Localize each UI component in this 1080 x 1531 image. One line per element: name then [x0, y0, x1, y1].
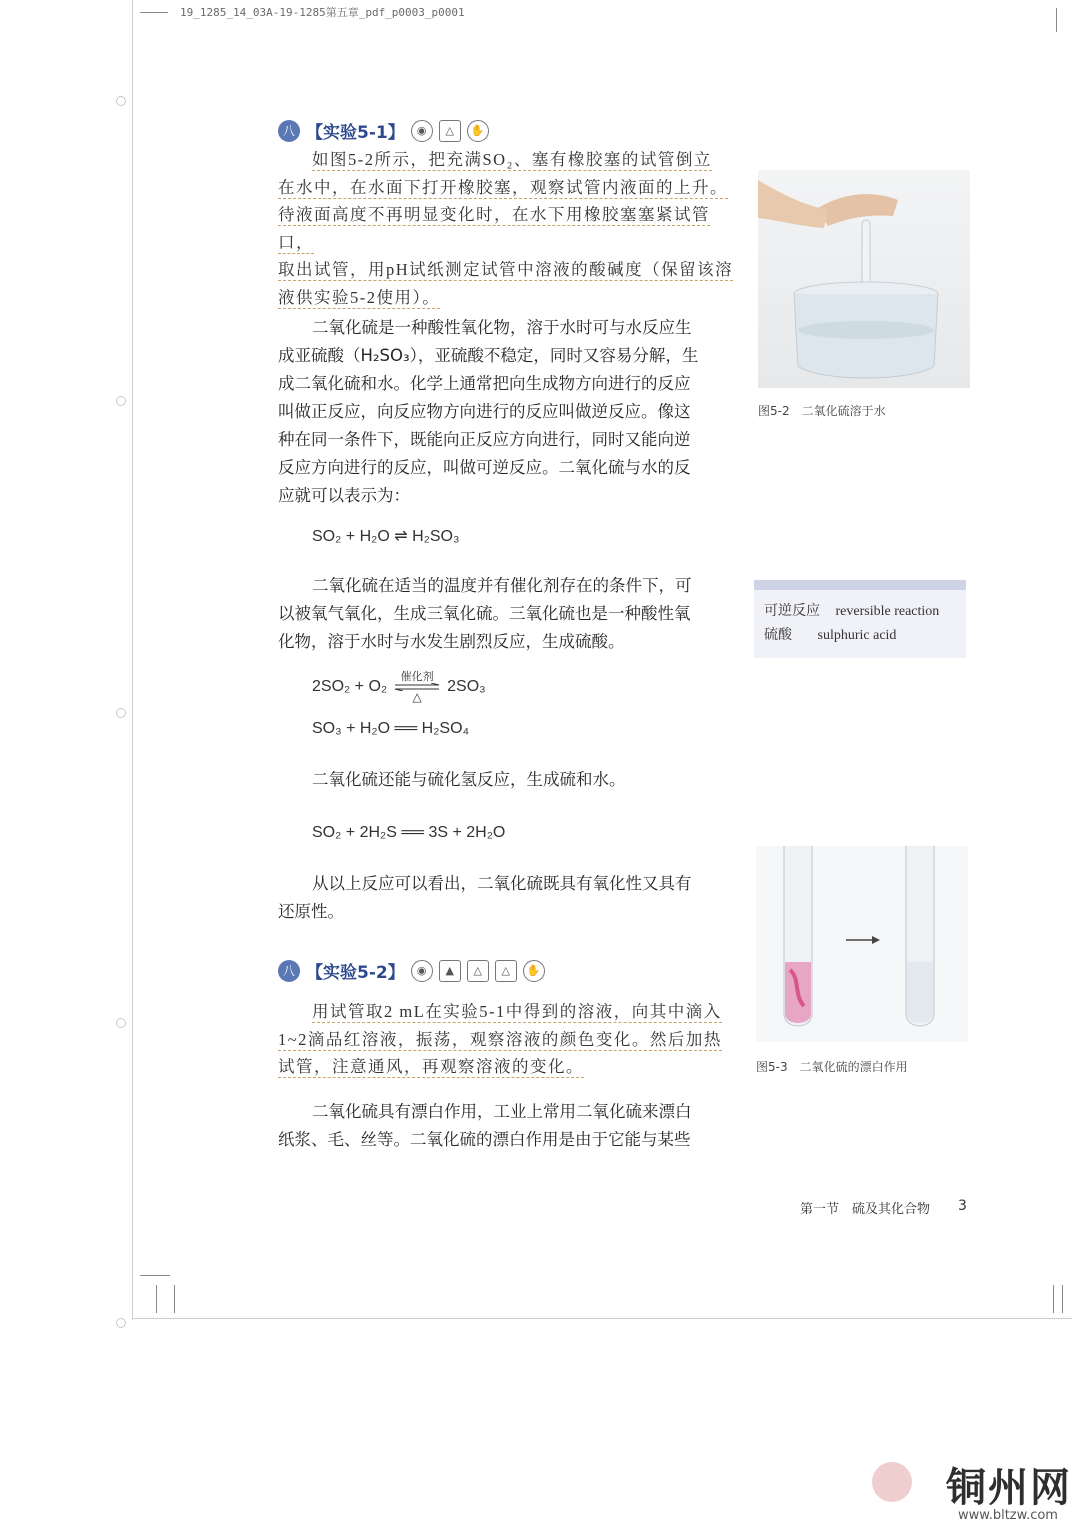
catalyst-label: 催化剂 — [400, 670, 434, 683]
equation-so3-water: SO₃ + H₂O ══ H₂SO₄ — [312, 720, 470, 737]
goggles-icon: ◉ — [411, 120, 433, 142]
section-footer: 第一节 硫及其化合物 — [800, 1202, 931, 1217]
vocab-item — [764, 624, 956, 648]
experiment-title: 【实验5-2】 — [306, 963, 405, 983]
handwash-icon: ✋ — [523, 960, 545, 982]
scan-header: 19_1285_14_03A-19-1285第五章_pdf_p0003_p0001 — [180, 6, 465, 19]
vocab-english: reversible reaction — [835, 604, 940, 619]
crop-mark — [140, 1275, 170, 1276]
hazard-icon: △ — [439, 120, 461, 142]
vocab-item — [764, 600, 956, 624]
text-line: 还原性。 — [278, 902, 344, 921]
text-line: 二氧化硫是一种酸性氧化物，溶于水时可与水反应生 — [312, 318, 692, 337]
crop-mark — [156, 1285, 157, 1313]
hazard-icon: △ — [495, 960, 517, 982]
vocab-chinese: 可逆反应 — [764, 604, 820, 619]
figure-5-3-photo — [756, 846, 968, 1042]
beaker-test-tube-illustration — [758, 170, 970, 388]
text-line: 以被氧气氧化，生成三氧化硫。三氧化硫也是一种酸性氧 — [278, 604, 691, 623]
figure-5-2-caption: 图5-2 二氧化硫溶于水 — [758, 404, 886, 418]
watermark-title: 铜州网 — [946, 1464, 1072, 1511]
experiment-flask-icon: 八 — [278, 120, 300, 142]
experiment-5-2-heading — [278, 958, 545, 983]
paragraph-oxidation — [278, 572, 738, 656]
binder-hole — [116, 1318, 126, 1328]
watermark-logo-icon — [872, 1462, 912, 1502]
text-line: 种在同一条件下，既能向正反应方向进行，同时又能向逆 — [278, 430, 691, 449]
crop-mark — [140, 12, 168, 13]
text-line: 反应方向进行的反应，叫做可逆反应。二氧化硫与水的反 — [278, 458, 691, 477]
scan-edge-bottom — [132, 1318, 1072, 1319]
experiment-line: 用试管取2 mL在实验5-1中得到的溶液，向其中滴入 — [312, 1002, 722, 1021]
crop-mark — [1056, 8, 1057, 32]
experiment-line: 取出试管，用pH试纸测定试管中溶液的酸碱度（保留该溶 — [278, 260, 734, 279]
heat-symbol: △ — [412, 690, 422, 704]
experiment-5-1-heading — [278, 118, 489, 143]
crop-mark — [1053, 1285, 1054, 1313]
text-line: 纸浆、毛、丝等。二氧化硫的漂白作用是由于它能与某些 — [278, 1130, 691, 1149]
paragraph-reversible — [278, 314, 738, 510]
equation-left: 2SO₂ + O₂ — [312, 678, 388, 695]
flame-icon: ▲ — [439, 960, 461, 982]
vocab-chinese: 硫酸 — [764, 628, 792, 643]
equation-so2-h2s: SO₂ + 2H₂S ══ 3S + 2H₂O — [312, 824, 506, 841]
experiment-line: 在水中，在水面下打开橡胶塞，观察试管内液面的上升。 — [278, 177, 728, 197]
text-line: 成亚硫酸（H₂SO₃），亚硫酸不稳定，同时又容易分解，生 — [278, 346, 699, 365]
vocabulary-box — [754, 580, 966, 658]
experiment-title: 【实验5-1】 — [306, 123, 405, 143]
experiment-flask-icon: 八 — [278, 960, 300, 982]
paragraph-h2s: 二氧化硫还能与硫化氢反应，生成硫和水。 — [312, 770, 626, 789]
equation-so2-oxygen — [312, 670, 486, 704]
paragraph-redox — [278, 870, 738, 926]
ventilation-icon: △ — [467, 960, 489, 982]
equation-right: 2SO₃ — [447, 678, 486, 695]
test-tubes-illustration — [756, 846, 968, 1042]
binder-hole — [116, 1018, 126, 1028]
binder-hole — [116, 396, 126, 406]
equation-so2-water: SO₂ + H₂O ⇌ H₂SO₃ — [312, 528, 460, 545]
experiment-5-1-text — [278, 146, 738, 311]
figure-5-2-photo — [758, 170, 970, 388]
binder-hole — [116, 96, 126, 106]
vocab-english: sulphuric acid — [817, 628, 897, 643]
crop-mark — [1062, 1285, 1063, 1313]
paragraph-bleaching — [278, 1098, 738, 1154]
experiment-5-2-text — [278, 998, 738, 1081]
experiment-line: 液供实验5-2使用）。 — [278, 287, 441, 307]
text-line: 成二氧化硫和水。化学上通常把向生成物方向进行的反应 — [278, 374, 691, 393]
text-line: 应就可以表示为： — [278, 486, 410, 505]
handwash-icon: ✋ — [467, 120, 489, 142]
binder-hole — [116, 708, 126, 718]
text-line: 二氧化硫具有漂白作用，工业上常用二氧化硫来漂白 — [312, 1102, 692, 1121]
experiment-line: 1~2滴品红溶液，振荡，观察溶液的颜色变化。然后加热 — [278, 1029, 722, 1049]
experiment-line: 试管，注意通风，再观察溶液的变化。 — [278, 1057, 584, 1076]
text-line: 化物，溶于水时与水发生剧烈反应，生成硫酸。 — [278, 632, 625, 651]
figure-5-3-caption: 图5-3 二氧化硫的漂白作用 — [756, 1060, 908, 1074]
experiment-line: 待液面高度不再明显变化时，在水下用橡胶塞塞紧试管口， — [278, 205, 710, 252]
crop-mark — [174, 1285, 175, 1313]
watermark-url: www.bltzw.com — [958, 1508, 1058, 1523]
reversible-arrow — [393, 670, 441, 704]
page-number: 3 — [958, 1198, 967, 1214]
text-line: 二氧化硫在适当的温度并有催化剂存在的条件下，可 — [312, 576, 692, 595]
goggles-icon: ◉ — [411, 960, 433, 982]
text-line: 叫做正反应，向反应物方向进行的反应叫做逆反应。像这 — [278, 402, 691, 421]
text-line: 从以上反应可以看出，二氧化硫既具有氧化性又具有 — [312, 874, 692, 893]
experiment-line: 如图5-2所示，把充满SO₂、塞有橡胶塞的试管倒立 — [312, 150, 712, 169]
scan-edge-left — [132, 0, 133, 1320]
